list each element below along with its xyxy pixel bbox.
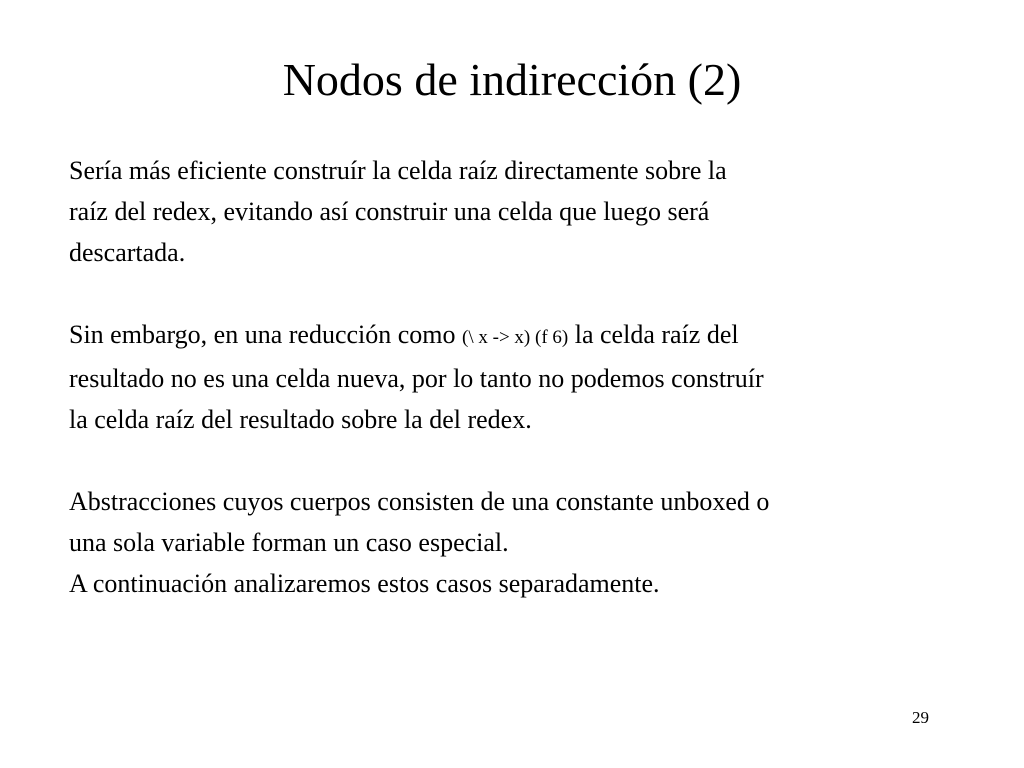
text-line: Sería más eficiente construír la celda raíz directamente sobre la (69, 156, 727, 185)
slide-title: Nodos de indirección (2) (282, 54, 742, 105)
paragraph-efficiency (69, 150, 999, 273)
code-expression: (\ x -> x) (f 6) (462, 327, 569, 348)
text-line: raíz del redex, evitando así construir una celda que luego será (69, 197, 710, 226)
paragraph-spacer (69, 440, 999, 481)
text-line: descartada. (69, 238, 186, 267)
text-line: la celda raíz del resultado sobre la del redex. (69, 405, 532, 434)
text-segment: la celda raíz del (568, 320, 739, 349)
text-line: una sola variable forman un caso especial. (69, 528, 509, 557)
text-line: Abstracciones cuyos cuerpos consisten de una constante unboxed o (69, 487, 770, 516)
text-line: resultado no es una celda nueva, por lo tanto no podemos construír (69, 364, 764, 393)
paragraph-however (69, 314, 999, 440)
page-number: 29 (912, 708, 929, 727)
text-segment: Sin embargo, en una reducción como (69, 320, 463, 349)
text-line (69, 314, 999, 358)
slide-body (69, 150, 999, 604)
paragraph-spacer (69, 273, 999, 314)
text-line: A continuación analizaremos estos casos separadamente. (69, 569, 660, 598)
paragraph-abstractions (69, 481, 999, 604)
